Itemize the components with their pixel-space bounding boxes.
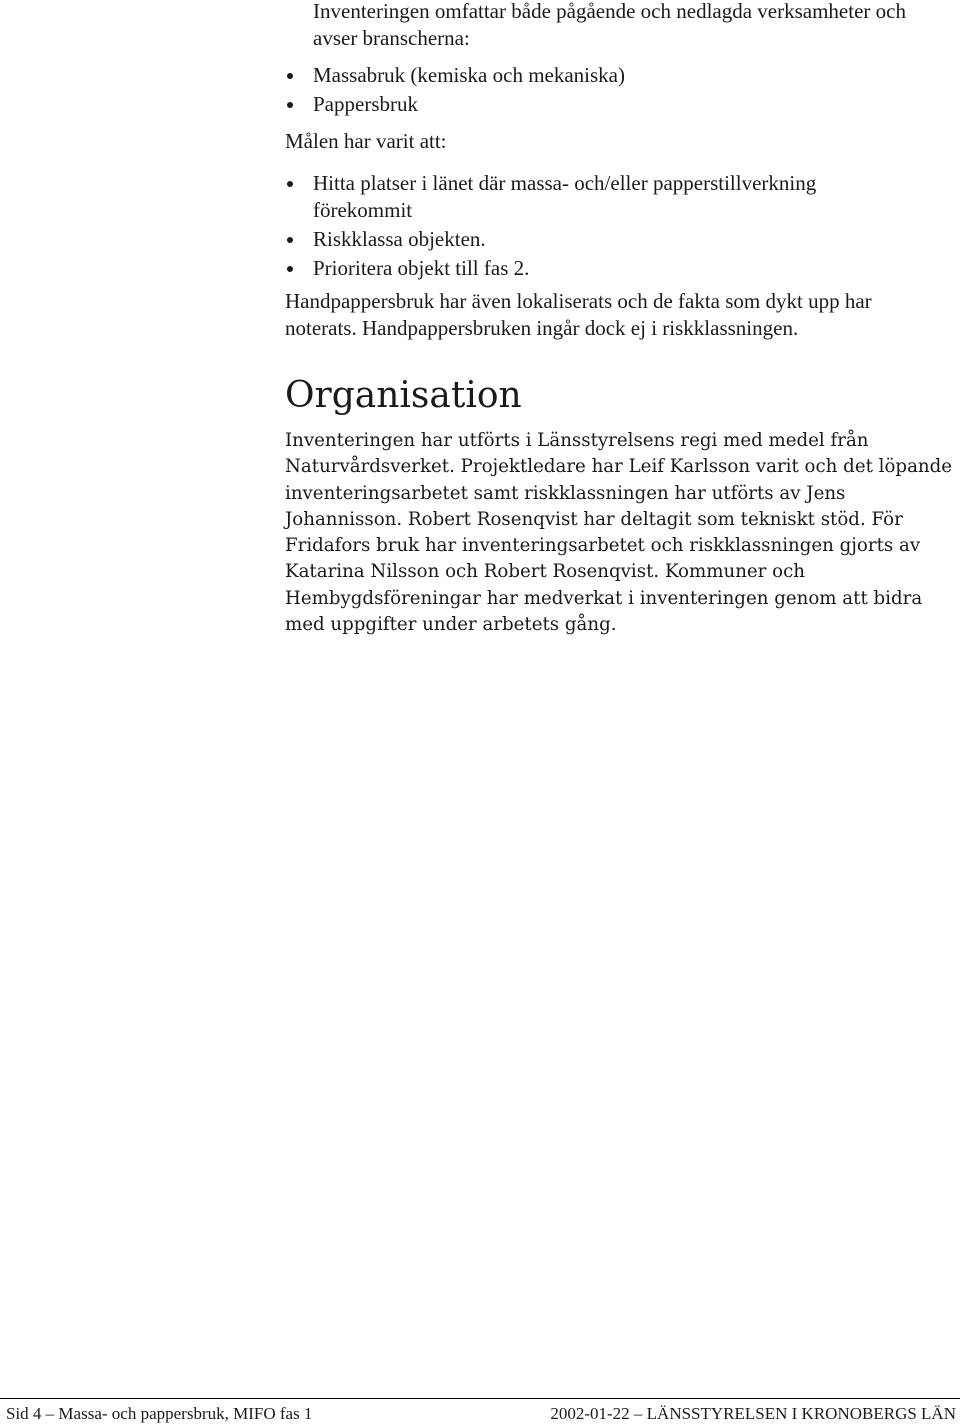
list-item: Riskklassa objekten. <box>285 226 925 253</box>
intro-paragraph: Inventeringen omfattar både pågående och nedlagda verksamheter och avser branscherna: <box>313 0 906 50</box>
list-item: Hitta platser i länet där massa- och/eller papperstillverkning förekommit <box>285 170 925 224</box>
footer-page-info: Sid 4 – Massa- och pappersbruk, MIFO fas 1 <box>6 1404 313 1423</box>
branch-list <box>285 62 935 120</box>
goals-intro: Målen har varit att: <box>285 129 447 153</box>
footer-date-publisher: 2002-01-22 – LÄNSSTYRELSEN I KRONOBERGS LÄN <box>550 1404 956 1423</box>
goals-list <box>285 170 925 284</box>
organisation-paragraph: Inventeringen har utförts i Länsstyrelsens regi med medel från Naturvårdsverket. Projektledare har Leif Karlsson varit och det löpande inventeringsarbetet samt riskklassningen har utförts av Jens Johannisson. Robert Rosenqvist har deltagit som tekniskt stöd. För Fridafors bruk har inventeringsarbetet och riskklassningen gjorts av Katarina Nilsson och Robert Rosenqvist. Kommuner och Hembygdsföreningar har medverkat i inventeringen genom att bidra med uppgifter under arbetets gång. <box>285 430 953 636</box>
handpaper-paragraph: Handpappersbruk har även lokaliserats och de fakta som dykt upp har noterats. Handpappersbruken ingår dock ej i riskklassningen. <box>285 289 872 340</box>
list-item: Pappersbruk <box>285 91 935 118</box>
list-item: Massabruk (kemiska och mekaniska) <box>285 62 935 89</box>
list-item: Prioritera objekt till fas 2. <box>285 255 925 282</box>
section-heading-organisation: Organisation <box>285 375 522 416</box>
footer-divider <box>0 1398 960 1399</box>
